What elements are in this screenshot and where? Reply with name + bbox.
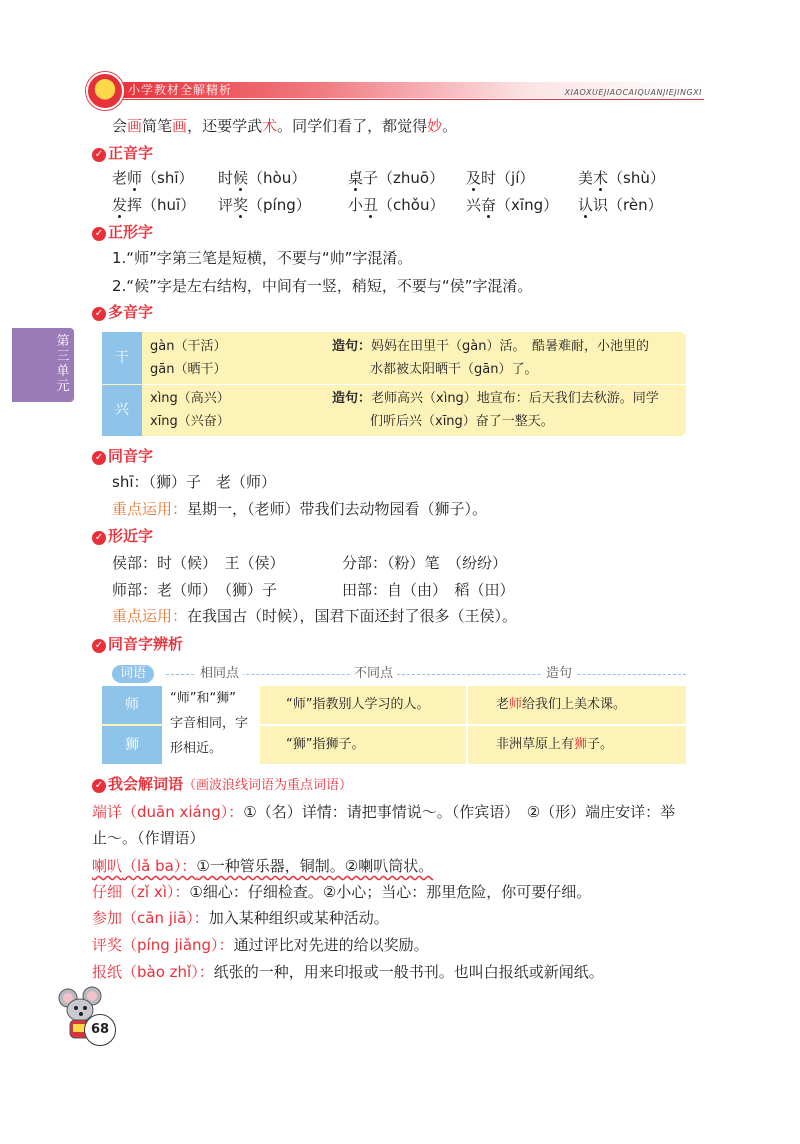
series-pinyin: XIAOXUEJIAOCAIQUANJIEJINGXI (564, 88, 702, 97)
duoyin-sentence-cont: 水都被太阳晒干（gān）了。 (370, 362, 538, 377)
section-duoyin: ✓ 多音字 (92, 302, 153, 322)
check-icon: ✓ (92, 307, 106, 321)
zhengxing-item-1: 1.“师”字第三笔是短横，不要与“帅”字混淆。 (112, 249, 413, 267)
duoyin-char-1: 干 (102, 332, 142, 384)
unit-tab: 第三单元 (12, 328, 74, 402)
section-zhengxing: ✓ 正形字 (92, 222, 153, 242)
zhengyin-item: 小丑（chǒu） (348, 196, 445, 214)
intro-line: 会画简笔画，还要学武术。同学们看了，都觉得妙。 (112, 117, 458, 135)
duoyin-sentence: 造句：老师高兴（xìng）地宣布：后天我们去秋游。同学 (332, 391, 659, 406)
cihui-item-baozhi: 报纸（bào zhǐ）：纸张的一种，用来印报或一般书刊。也叫白报纸或新闻纸。 (92, 963, 604, 981)
duoyin-reading: xìng（高兴） (150, 391, 230, 406)
section-xingjin: ✓ 形近字 (92, 526, 153, 546)
duoyin-reading: xīng（兴奋） (150, 414, 230, 429)
cihui-item-canjia: 参加（cān jiā）：加入某种组织或某种活动。 (92, 909, 389, 927)
check-icon: ✓ (92, 148, 106, 162)
tongyin-line: shī：（狮）子 老（师） (112, 473, 276, 491)
section-tongyin: ✓ 同音字 (92, 446, 153, 466)
cihui-item-duanxiang-cont: 止～。（作谓语） (92, 829, 205, 847)
section-zhengyin: ✓ 正音字 (92, 143, 153, 163)
xingjin-use: 重点运用：在我国古（时候），国君下面还封了很多（王侯）。 (112, 607, 518, 625)
zhengyin-item: 及时（jí） (466, 169, 535, 187)
xingjin-row: 侯部：时（候） 王（侯） (112, 554, 285, 572)
bianxi-header-same: 相同点 (196, 663, 243, 685)
check-icon: ✓ (92, 531, 106, 545)
zhengyin-item: 评奖（píng） (218, 196, 311, 214)
bianxi-header-word: 词语 (112, 665, 154, 683)
duoyin-reading: gān（晒干） (150, 362, 227, 377)
tongyin-use: 重点运用：星期一，（老师）带我们去动物园看（狮子）。 (112, 500, 488, 518)
bianxi-char-1: 师 (102, 686, 162, 724)
duoyin-divider (142, 384, 686, 385)
bianxi-diff: “狮”指狮子。 (286, 737, 365, 752)
bianxi-header-sentence: 造句 (542, 663, 576, 685)
bianxi-header-rule (166, 674, 686, 675)
duoyin-char-2: 兴 (102, 385, 142, 436)
bianxi-diff: “师”指教别人学习的人。 (286, 697, 430, 712)
xingjin-row: 分部：（粉）笔 （纷纷） (342, 554, 508, 572)
xingjin-row: 师部：老（师） （狮）子 (112, 581, 278, 599)
xingjin-row: 田部：自（由） 稻（田） (342, 581, 515, 599)
bianxi-sentence: 老师给我们上美术课。 (496, 697, 627, 712)
bianxi-header-diff: 不同点 (350, 663, 397, 685)
check-icon: ✓ (92, 639, 106, 653)
zhengyin-item: 桌子（zhuō） (348, 169, 445, 187)
duoyin-sentence-cont: 们听后兴（xīng）奋了一整天。 (370, 414, 554, 429)
duoyin-reading: gàn（干活） (150, 339, 227, 354)
zhengyin-item: 美术（shù） (578, 169, 665, 187)
bianxi-divider (260, 724, 686, 726)
bianxi-same: 形相近。 (170, 741, 223, 756)
cihui-item-pingjiang: 评奖（píng jiǎng）：通过评比对先进的给以奖励。 (92, 936, 429, 954)
bianxi-char-2: 狮 (102, 726, 162, 764)
zhengyin-item: 发挥（huī） (112, 196, 196, 214)
section-cihui: ✓ 我会解词语（画波浪线词语为重点词语） (92, 774, 352, 796)
zhengyin-item: 时候（hòu） (218, 169, 307, 187)
bianxi-sentence: 非洲草原上有狮子。 (496, 737, 614, 752)
header-rule (112, 99, 704, 100)
zhengyin-item: 老师（shī） (112, 169, 194, 187)
section-bianxi: ✓ 同音字辨析 (92, 634, 183, 654)
zhengyin-item: 认识（rèn） (578, 196, 663, 214)
check-icon: ✓ (92, 227, 106, 241)
cihui-item-duanxiang: 端详（duān xiáng）：①（名）详情：请把事情说～。（作宾语） ②（形）端庄安详：举 (92, 803, 676, 821)
zhengxing-item-2: 2.“候”字是左右结构，中间有一竖，稍短，不要与“侯”字混淆。 (112, 277, 533, 295)
cihui-item-zixi: 仔细（zǐ xì）：①细心：仔细检查。②小心；当心：那里危险，你可要仔细。 (92, 883, 592, 901)
zhengyin-item: 兴奋（xīng） (466, 196, 559, 214)
bianxi-same: “师”和“狮” (170, 691, 236, 706)
duoyin-sentence: 造句：妈妈在田里干（gàn）活。 酷暑难耐，小池里的 (332, 339, 649, 354)
bianxi-same: 字音相同，字 (170, 716, 249, 731)
book-logo-icon (86, 72, 124, 110)
check-icon: ✓ (92, 779, 106, 793)
cihui-item-laba: 喇叭（lǎ ba）：①一种管乐器，铜制。②喇叭筒状。 (92, 857, 434, 875)
series-title: 小学教材全解精析 (128, 83, 233, 97)
page-number: 68 (84, 1014, 116, 1046)
check-icon: ✓ (92, 451, 106, 465)
